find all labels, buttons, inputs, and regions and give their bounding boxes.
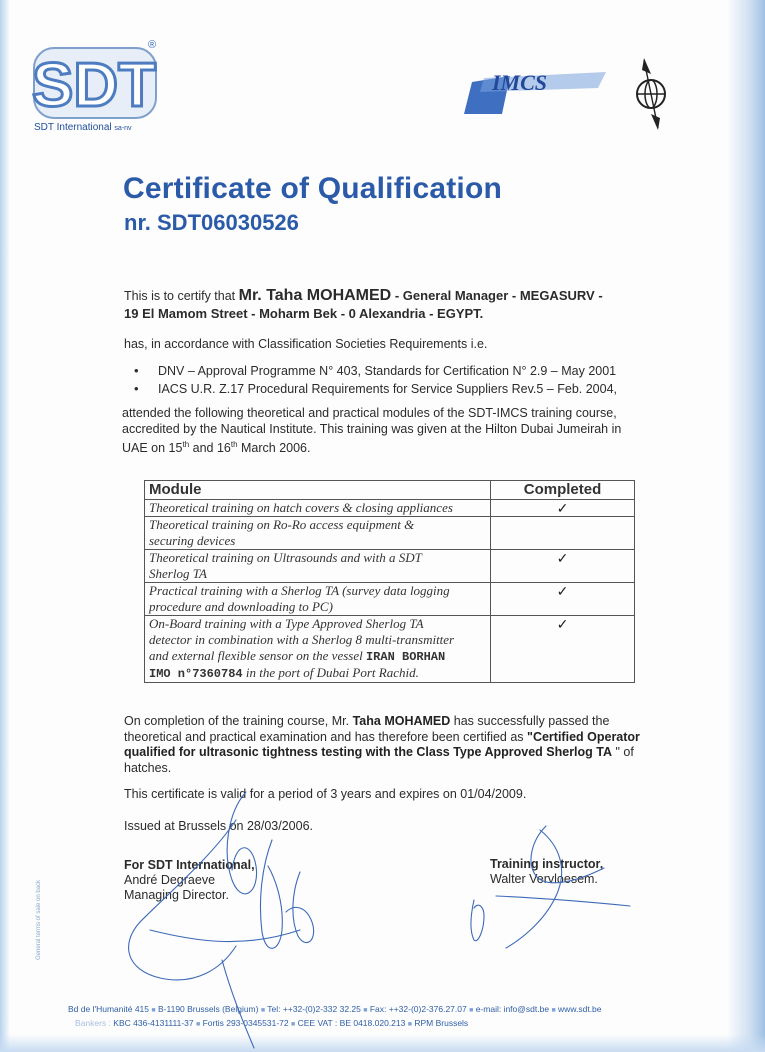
module-text: procedure and downloading to PC)	[149, 599, 333, 614]
signatory-name: André Degraeve	[124, 873, 216, 887]
sdt-logo-text: SDT	[32, 51, 156, 120]
completion-paragraph	[124, 714, 640, 776]
completion-line-4: hatches.	[124, 760, 172, 775]
header-completed: Completed	[491, 481, 635, 500]
footer-address: Bd de l'Humanité 415	[68, 1004, 150, 1014]
vessel-imo: IMO n°7360784	[149, 667, 243, 681]
signatory-left	[124, 858, 255, 903]
module-text-part: and external flexible sensor on the vessel	[149, 648, 363, 663]
completed-check: ✓	[491, 583, 635, 616]
table-row	[145, 550, 635, 583]
recipient-address: 19 El Mamom Street - Moharm Bek - 0 Alexandria - EGYPT.	[124, 306, 484, 321]
instructor-name: Walter Vervloesem.	[490, 872, 598, 886]
footer-separator: ■	[363, 1007, 368, 1014]
table-row	[145, 616, 635, 683]
table-row	[145, 583, 635, 616]
attended-date-b: and 16	[189, 441, 231, 456]
completion-line-2	[124, 730, 640, 746]
imcs-logo	[458, 68, 608, 120]
module-text	[149, 648, 486, 665]
instructor-role: Training instructor,	[490, 857, 604, 871]
completion-name: Taha MOHAMED	[352, 714, 451, 728]
completed-check: ✓	[491, 550, 635, 583]
footer-separator: ■	[260, 1007, 266, 1014]
footer-fax: Fax: ++32-(0)2-376.27.07	[369, 1004, 467, 1014]
vessel-port: in the port of Dubai Port Rachid.	[242, 665, 419, 680]
footer-fortis: Fortis 293-0345531-72	[202, 1018, 289, 1028]
footer-rpm: RPM Brussels	[414, 1018, 469, 1028]
footer-separator: ■	[407, 1021, 412, 1028]
scan-edge-right	[727, 0, 765, 1052]
completion-bold: "Certified Operator	[527, 729, 640, 744]
sdt-subtitle-text: SDT International	[34, 122, 112, 133]
module-cell	[145, 583, 491, 616]
footer-separator: ■	[291, 1021, 296, 1028]
completion-text: On completion of the training course, Mr.	[124, 714, 353, 728]
module-cell	[145, 616, 491, 683]
requirement-item: • DNV – Approval Programme N° 403, Standards for Certification N° 2.9 – May 2001	[134, 362, 617, 380]
compass-icon	[628, 56, 674, 132]
footer-address-line	[68, 1004, 602, 1014]
module-text	[149, 665, 486, 682]
module-text: Practical training with a Sherlog TA (survey data logging	[149, 583, 450, 598]
module-text: Theoretical training on Ro-Ro access equipment &	[149, 517, 415, 532]
attended-sup-1: th	[182, 440, 190, 449]
table-header-row	[145, 481, 635, 500]
attended-paragraph	[122, 406, 621, 457]
footer-website[interactable]: www.sdt.be	[558, 1004, 602, 1014]
module-text: On-Board training with a Type Approved Sherlog TA	[149, 616, 424, 631]
intro-lead: This is to certify that	[124, 289, 239, 303]
issued-line: Issued at Brussels on 28/03/2006.	[124, 819, 314, 833]
certificate-title: Certificate of Qualification	[123, 172, 502, 205]
completed-check: ✓	[491, 616, 635, 683]
completion-line-1	[124, 714, 640, 730]
certificate-number: nr. SDT06030526	[124, 210, 299, 235]
registered-mark: ®	[148, 39, 157, 51]
vessel-name: IRAN BORHAN	[365, 650, 446, 664]
accordance-line: has, in accordance with Classification Societies Requirements i.e.	[124, 337, 488, 351]
attended-line-1: attended the following theoretical and practical modules of the SDT-IMCS training course,	[122, 406, 617, 420]
scan-edge-bottom	[0, 1034, 765, 1052]
intro-line	[124, 288, 684, 304]
recipient-name: Mr. Taha MOHAMED	[238, 287, 392, 304]
completion-text: theoretical and practical examination and has therefore been certified as	[124, 729, 528, 744]
footer-tel: Tel: ++32-(0)2-332 32.25	[267, 1004, 361, 1014]
requirement-item: • IACS U.R. Z.17 Procedural Requirements for Service Suppliers Rev.5 – Feb. 2004,	[134, 380, 617, 398]
signatory-right	[490, 857, 603, 887]
module-cell	[145, 517, 491, 550]
attended-sup-2: th	[230, 440, 238, 449]
imcs-logo-text: IMCS	[492, 70, 548, 95]
completion-bold: qualified for ultrasonic tightness testing with the Class Type Approved Sherlog TA	[124, 745, 613, 759]
sdt-subtitle-suffix: sa-nv	[114, 125, 132, 132]
footer-bankers-label: Bankers :	[75, 1018, 111, 1028]
signatory-title: Managing Director.	[124, 888, 229, 902]
modules-table	[144, 480, 635, 683]
sdt-logo	[32, 36, 160, 122]
scan-edge-left	[0, 0, 10, 1052]
footer-separator: ■	[469, 1007, 474, 1014]
table-row	[145, 517, 635, 550]
module-text: detector in combination with a Sherlog 8 multi-transmitter	[149, 632, 455, 647]
footer-bank-line	[75, 1018, 468, 1028]
completion-text: has successfully passed the	[450, 714, 610, 728]
signatory-org: For SDT International,	[124, 858, 255, 872]
footer-separator: ■	[151, 1007, 156, 1014]
completed-check: ✓	[491, 500, 635, 517]
header-module: Module	[145, 481, 491, 500]
module-cell	[145, 550, 491, 583]
footer-vat: CEE VAT : BE 0418.020.213	[297, 1018, 406, 1028]
attended-date-c: March 2006.	[237, 441, 311, 456]
completion-text: " of	[612, 745, 634, 759]
footer-email[interactable]: e-mail: info@sdt.be	[475, 1004, 550, 1014]
sdt-subtitle	[34, 122, 132, 133]
table-row	[145, 500, 635, 517]
signature-right	[471, 826, 630, 948]
attended-line-2: accredited by the Nautical Institute. This training was given at the Hilton Dubai Jumeirah in	[122, 421, 622, 436]
requirements-list	[134, 362, 617, 398]
module-text: Theoretical training on Ultrasounds and with a SDT	[149, 550, 422, 565]
footer-separator: ■	[551, 1007, 556, 1014]
footer-kbc: KBC 436-4131111-37	[113, 1018, 194, 1028]
completed-check	[491, 517, 635, 550]
side-note: General terms of sale on back	[36, 879, 42, 960]
footer-separator: ■	[196, 1021, 201, 1028]
validity-line: This certificate is valid for a period of 3 years and expires on 01/04/2009.	[124, 787, 527, 801]
completion-line-3	[124, 745, 640, 761]
module-text: Sherlog TA	[149, 566, 207, 581]
module-text: securing devices	[149, 533, 236, 548]
footer-city: B-1190 Brussels (Belgium)	[158, 1004, 259, 1014]
attended-line-3	[122, 437, 621, 457]
module-cell	[145, 500, 491, 517]
module-text: Theoretical training on hatch covers & closing appliances	[149, 500, 453, 515]
attended-date-a: UAE on 15	[122, 441, 183, 456]
recipient-role: - General Manager - MEGASURV -	[391, 288, 603, 303]
